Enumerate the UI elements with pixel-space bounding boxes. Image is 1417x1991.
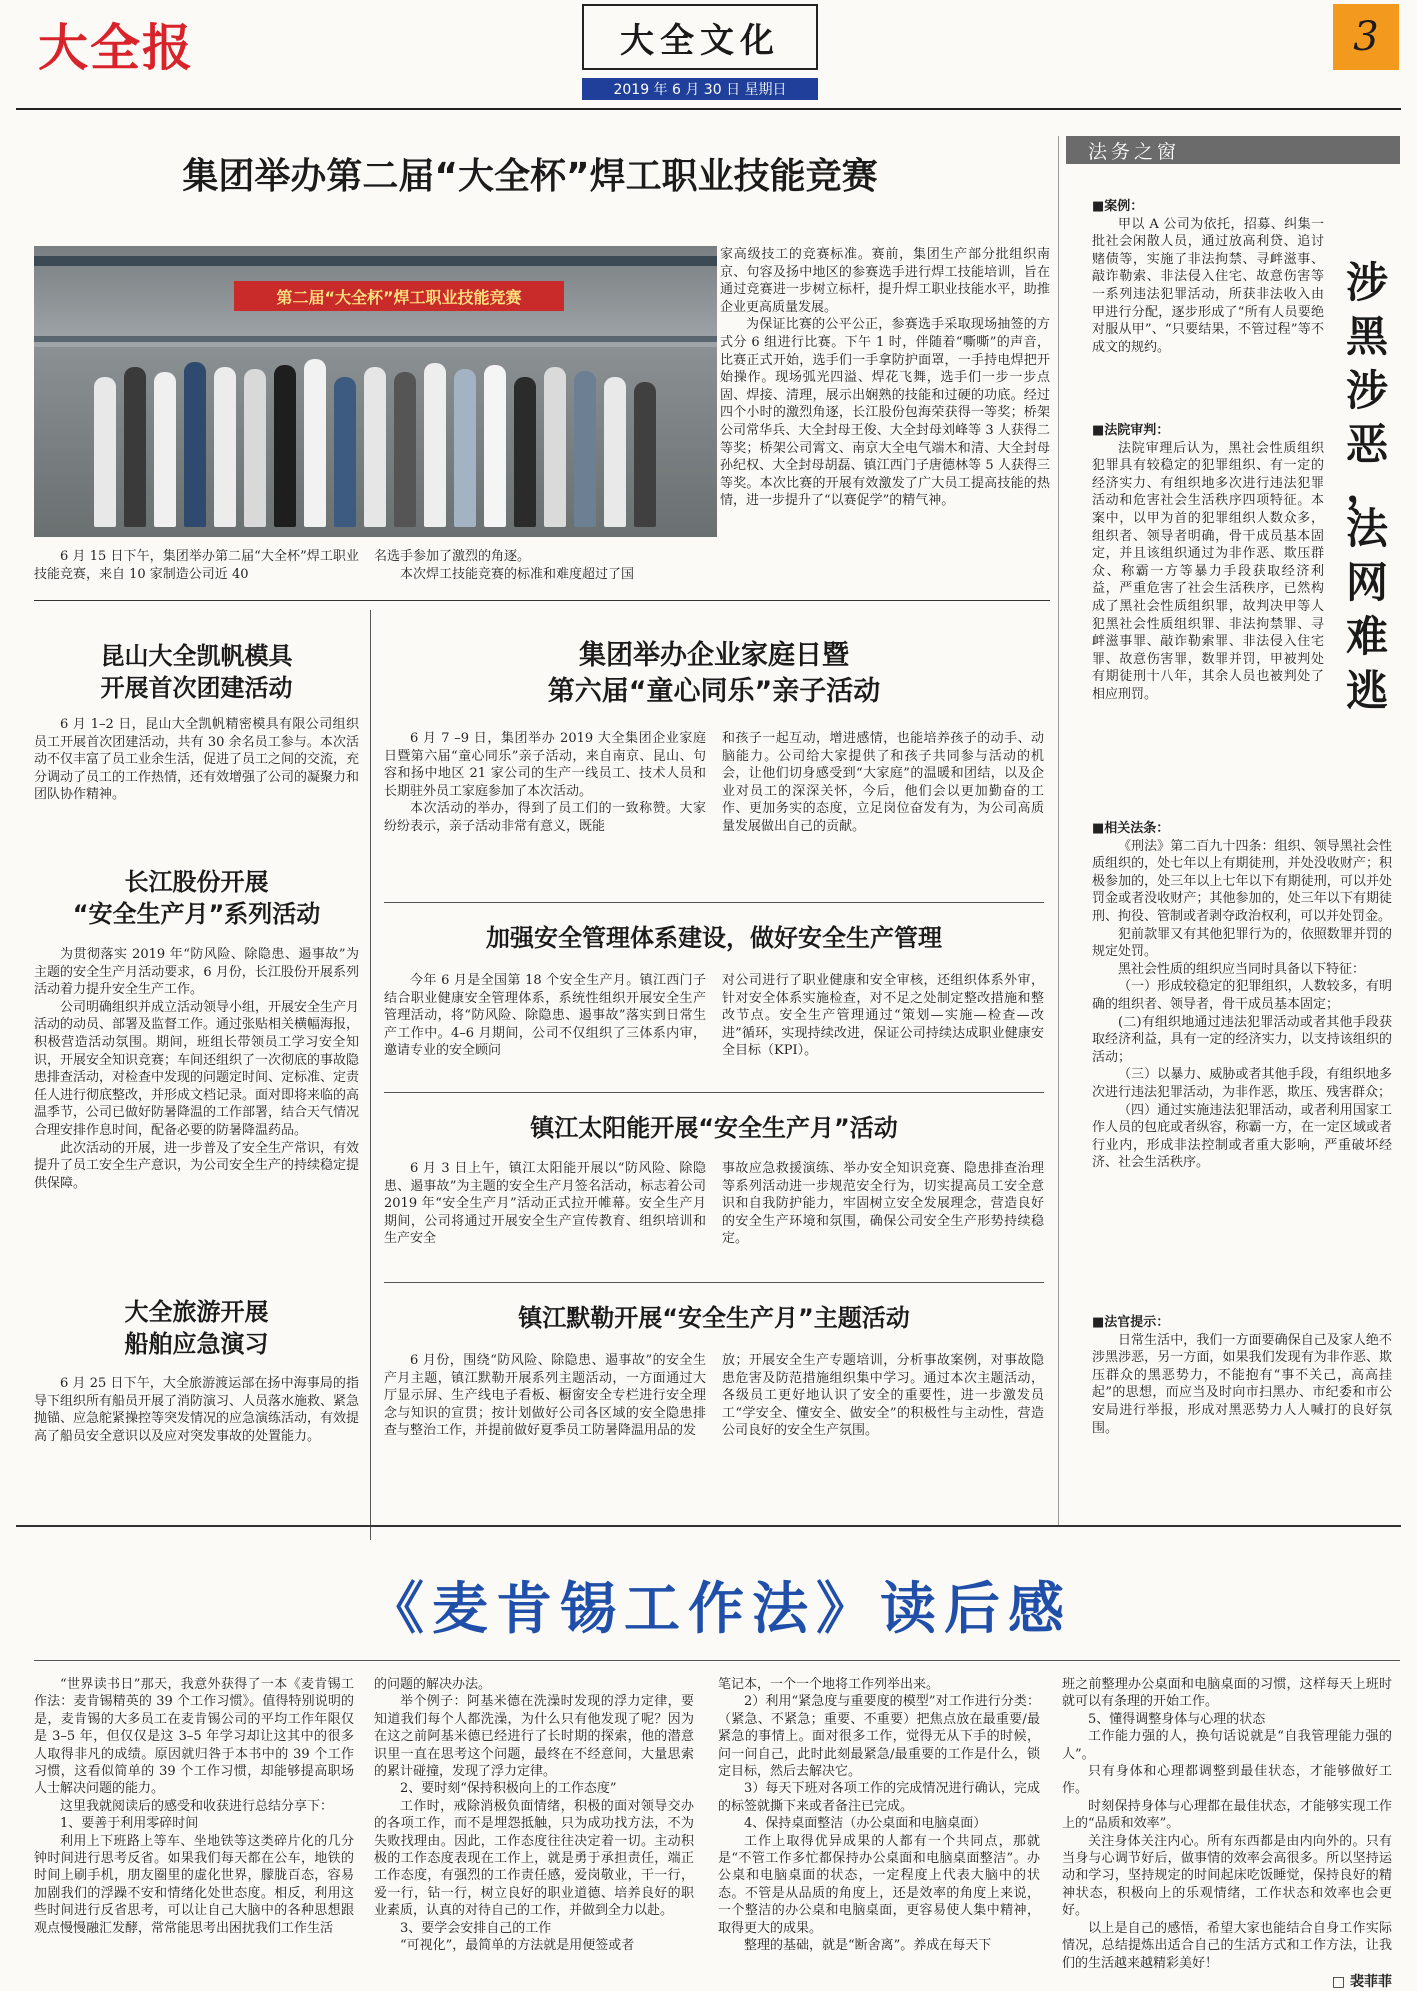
tip-label: ■法官提示： bbox=[1092, 1315, 1170, 1330]
section-title: 大全文化 bbox=[582, 4, 818, 70]
headline-family-day-line1: 集团举办企业家庭日暨 bbox=[579, 640, 849, 671]
divider-3 bbox=[384, 1092, 1044, 1093]
review-c3-p: 3）每天下班对各项工作的完成情况进行确认，完成的标签就撕下来或者备注已完成。 bbox=[718, 1781, 1040, 1814]
law-p3: 黑社会性质的组织应当同时具备以下特征： bbox=[1118, 961, 1366, 977]
a7-col1 bbox=[384, 1160, 706, 1248]
law-p5: (二)有组织地通过违法犯罪活动或者其他手段获取经济利益，具有一定的经济实力，以支持该组织的活动； bbox=[1092, 1014, 1392, 1065]
divider-review bbox=[34, 1660, 1400, 1661]
a4-body bbox=[34, 1375, 359, 1445]
sidebar-tip bbox=[1092, 1314, 1392, 1437]
a6-col2-text: 对公司进行了职业健康和安全审核，还组织体系外审，针对安全体系实施检查，对不足之处制定整改措施和整改节点。安全生产管理通过“策划—实施—检查—改进”循环，实现持续改进，保证公司持续达成职业健康安全目标（KPI）。 bbox=[722, 973, 1044, 1059]
welding-photo bbox=[34, 246, 717, 537]
review-c4-p: 时刻保持身体与心理都在最佳状态，才能够实现工作上的“品质和效率”。 bbox=[1062, 1798, 1392, 1832]
a8-col1-text: 6 月份，围绕“防风险、除隐患、遏事故”的安全生产月主题，镇江默勒开展系列主题活动，一方面通过大厅显示屏、生产线电子看板、橱窗安全专栏进行安全理念与知识的宣贯；按计划做好公司各区域的安全隐患排查与整治工作，并提前做好夏季员工防暑降温用品的发 bbox=[384, 1353, 706, 1439]
a1-col1-text: 6 月 15 日下午，集团举办第二届“大全杯”焊工职业技能竞赛，来自 10 家制造公司近 40 bbox=[34, 549, 359, 582]
headline-kunshan-line2: 开展首次团建活动 bbox=[100, 674, 293, 702]
a7-col2 bbox=[722, 1160, 1044, 1248]
a5-col2 bbox=[722, 730, 1044, 836]
headline-solar: 镇江太阳能开展“安全生产月”活动 bbox=[530, 1114, 898, 1142]
divider-2 bbox=[384, 902, 1044, 903]
a7-col2-text: 事故应急救援演练、举办安全知识竞赛、隐患排查治理等系列活动进一步规范安全行为，切实提高员工安全意识和自我防护能力，牢固树立安全发展理念，营造良好的安全生产环境和氛围，确保公司安全生产形势持续稳定。 bbox=[722, 1161, 1044, 1247]
sidebar-law bbox=[1092, 820, 1392, 1172]
a1-col2 bbox=[374, 548, 701, 583]
a1-col2b-text: 本次焊工技能竞赛的标准和难度超过了国 bbox=[400, 566, 635, 582]
sidebar-case bbox=[1092, 198, 1324, 356]
vertical-char: 涉 bbox=[1345, 366, 1388, 415]
review-c2-p: “可视化”，最简单的方法就是用便签或者 bbox=[400, 1938, 635, 1954]
headline-changjiang bbox=[34, 866, 359, 930]
law-p4: （一）形成较稳定的犯罪组织，人数较多，有明确的组织者、领导者，骨干成员基本固定； bbox=[1092, 979, 1392, 1012]
divider-1 bbox=[34, 600, 1050, 601]
trial-label: ■法院审判： bbox=[1092, 423, 1170, 438]
trial-body: 法院审理后认为，黑社会性质组织犯罪具有较稳定的犯罪组织、有一定的经济实力、有组织地多次进行违法犯罪活动和危害社会生活秩序四项特征。本案中，以甲为首的犯罪组织人数众多，组织者、领导者明确，骨干成员基本固定，并且该组织通过为非作恶、欺压群众、称霸一方等暴力手段获取经济利益，严重危害了社会生活秩序，已然构成了黑社会性质组织罪，故判决甲等人犯黑社会性质组织罪、非法拘禁罪、寻衅滋事罪、敲诈勒索罪、非法侵入住宅罪、故意伤害罪，数罪并罚，甲被判处有期徒刑十八年，其余人员也被判处了相应刑罚。 bbox=[1092, 440, 1324, 702]
vertical-char: 恶 bbox=[1345, 420, 1388, 469]
a1-col1 bbox=[34, 548, 359, 583]
a8-col2-text: 放；开展安全生产专题培训，分析事故案例，对事故隐患危害及防范措施组织集中学习。通过本次主题活动，各级员工更好地认识了安全的重要性，进一步激发员工“学安全、懂安全、做安全”的积极性与主动性，营造公司良好的安全生产氛围。 bbox=[722, 1353, 1044, 1439]
headline-travel-line1: 大全旅游开展 bbox=[124, 1298, 269, 1326]
header-rule bbox=[16, 108, 1401, 110]
a3-p2: 公司明确组织并成立活动领导小组，开展安全生产月活动的动员、部署及监督工作。通过张贴相关横幅海报，积极营造活动氛围。期间，班组长带领员工学习安全知识，开展安全知识竞赛；车间还组织了一次彻底的事故隐患排查活动，对检查中发现的问题定时间、定标准、定责任人进行彻底整改，并形成文档记录。面对即将来临的高温季节，公司已做好防暑降温的工作部署，结合天气情况合理安排作息时间，配备必要的防暑降温药品。 bbox=[34, 999, 360, 1138]
law-p1: 《刑法》第二百九十四条：组织、领导黑社会性质组织的，处七年以上有期徒刑，并处没收财产；积极参加的，处三年以上七年以下有期徒刑，可以并处罚金或者没收财产；其他参加的，处三年以下有期徒刑、拘役、管制或者剥夺政治权利，可以并处罚金。 bbox=[1092, 838, 1392, 924]
a3-p1: 为贯彻落实 2019 年“防风险、除隐患、遏事故”为主题的安全生产月活动要求，6 月份，长江股份开展系列活动着力提升安全生产工作。 bbox=[34, 947, 359, 998]
a3-p3: 此次活动的开展，进一步普及了安全生产常识，有效提升了员工安全生产意识，为公司安全生产的持续稳定提供保障。 bbox=[34, 1140, 360, 1191]
a3-body bbox=[34, 946, 359, 1192]
review-c4-p: 关注身体关注内心。所有东西都是由内向外的。只有当身与心调节好后，做事情的效率会高很多。所以坚持运动和学习，坚持规定的时间起床吃饭睡觉，保持良好的精神状态，积极向上的乐观情绪，工作状态和效率也会更好。 bbox=[1062, 1833, 1392, 1919]
case-label: ■案例： bbox=[1092, 199, 1144, 214]
review-c2-p: 的问题的解决办法。 bbox=[374, 1677, 492, 1692]
tip-body: 日常生活中，我们一方面要确保自己及家人绝不涉黑涉恶，另一方面，如果我们发现有为非作恶、欺压群众的黑恶势力，不能抱有“事不关己，高高挂起”的思想，而应当及时向市扫黑办、市纪委和市公安局进行举报，形成对黑恶势力人人喊打的良好氛围。 bbox=[1092, 1332, 1392, 1436]
law-p6: （三）以暴力、威胁或者其他手段，有组织地多次进行违法犯罪活动，为非作恶，欺压、残害群众； bbox=[1092, 1067, 1392, 1100]
review-c2-p: 工作时，戒除消极负面情绪，积极的面对领导交办的各项工作，而不是埋怨抵触，只为成功找方法，不为失败找理由。因此，工作态度往往决定着一切。主动积极的工作态度表现在工作上，就是勇于承担责任，端正工作态度，有强烈的工作责任感，爱岗敬业，干一行，爱一行，钻一行，树立良好的职业道德、培养良好的职业素质，认真的对待自己的工作，并做到全力以赴。 bbox=[374, 1798, 694, 1919]
review-c4-p: 工作能力强的人，换句话说就是“自我管理能力强的人”。 bbox=[1062, 1729, 1392, 1762]
a1-col3b-text: 为保证比赛的公平公正，参赛选手采取现场抽签的方式分 6 组进行比赛。下午 1 时，伴随着“嘶嘶”的声音，比赛正式开始，选手们一手拿防护面罩，一手持电焊把开始操作。现场弧光四溢、焊花飞舞，选手们一步一步点固、焊接、清理，展示出娴熟的技能和过硬的功底。经过四个小时的激烈角逐，长江股份包海荣获得一等奖；桥架公司常华兵、大全封母王俊、大全封母刘峰等 3 人获得二等奖；桥架公司霄文、南京大全电气端木和清、大全封母孙纪权、大全封母胡磊、镇江西门子唐德林等 5 人获得三等奖。本次比赛的开展有效激发了广大员工提高技能的热情，进一步提升了“以赛促学”的精气神。 bbox=[720, 317, 1050, 509]
law-p2: 犯前款罪又有其他犯罪行为的，依照数罪并罚的规定处罚。 bbox=[1092, 926, 1392, 960]
review-c1-p: 这里我就阅读后的感受和收获进行总结分享下： bbox=[60, 1798, 334, 1814]
headline-kunshan-line1: 昆山大全凯帆模具 bbox=[100, 642, 293, 670]
a2-body bbox=[34, 716, 359, 804]
a8-col2 bbox=[722, 1352, 1044, 1440]
law-p7: （四）通过实施违法犯罪活动，或者利用国家工作人员的包庇或者纵容，称霸一方，在一定区域或者行业内，形成非法控制或者重大影响，严重破坏经济、社会生活秩序。 bbox=[1092, 1102, 1392, 1171]
headline-family-day-line2: 第六届“童心同乐”亲子活动 bbox=[547, 676, 881, 707]
review-c3-p: 笔记本，一个一个地将工作列举出来。 bbox=[718, 1677, 940, 1692]
review-c4-p: 以上是自己的感悟，希望大家也能结合自身工作实际情况，总结提炼出适合自己的生活方式和工作方法，让我们的生活越来越精彩美好！ bbox=[1062, 1920, 1392, 1971]
headline-changjiang-line2: “安全生产月”系列活动 bbox=[72, 900, 321, 928]
a6-col1-text: 今年 6 月是全国第 18 个安全生产月。镇江西门子结合职业健康安全管理体系，系统性组织开展安全生产管理活动，将“防风险、除隐患、遏事故”落实到日常生产工作中。4–6 月期间，公司不仅组织了三体系内审，邀请专业的安全顾问 bbox=[384, 973, 706, 1059]
vertical-char: 黑 bbox=[1345, 312, 1388, 361]
headline-welding: 集团举办第二届“大全杯”焊工职业技能竞赛 bbox=[182, 156, 878, 197]
a5-col1 bbox=[384, 730, 706, 836]
page-number: 3 bbox=[1333, 4, 1399, 70]
vertical-char: 法 bbox=[1345, 504, 1388, 553]
review-c3-p: 2）利用“紧急度与重要度的模型”对工作进行分类：（紧急、不紧急；重要、不重要）把焦点放在最重要/最紧急的事情上。面对很多工作，觉得无从下手的时候，问一问自己，此时此刻最紧急/最重要的工作是什么，锁定目标，然后去解决它。 bbox=[718, 1694, 1040, 1780]
headline-moeller: 镇江默勒开展“安全生产月”主题活动 bbox=[518, 1304, 910, 1332]
review-c3-p: 4、保持桌面整洁（办公桌面和电脑桌面） bbox=[744, 1816, 987, 1832]
a4-body-text: 6 月 25 日下午，大全旅游渡运部在扬中海事局的指导下组织所有船员开展了消防演习、人员落水施救、紧急抛锚、应急舵紧操控等突发情况的应急演练活动，有效提高了船员安全意识以及应对突发事故的处置能力。 bbox=[34, 1376, 360, 1444]
a1-col2-text: 名选手参加了激烈的角逐。 bbox=[374, 549, 531, 564]
review-c4-p: 只有身体和心理都调整到最佳状态，才能够做好工作。 bbox=[1062, 1764, 1392, 1797]
headline-mckinsey: 《麦肯锡工作法》读后感 bbox=[368, 1577, 1072, 1642]
headline-family-day bbox=[384, 638, 1044, 710]
headline-travel-line2: 船舶应急演习 bbox=[124, 1330, 269, 1358]
review-c2-p: 3、要学会安排自己的工作 bbox=[400, 1920, 552, 1936]
review-author: □ 裴菲菲 bbox=[1331, 1973, 1392, 1990]
vertical-char: 逃 bbox=[1345, 666, 1388, 715]
sidebar-trial bbox=[1092, 422, 1324, 704]
vertical-char: ， bbox=[1345, 462, 1388, 511]
sidebar-title: 法务之窗 bbox=[1066, 136, 1400, 164]
case-body: 甲以 A 公司为依托，招募、纠集一批社会闲散人员，通过放高利贷、追讨赌债等，实施了非法拘禁、寻衅滋事、敲诈勒索、非法侵入住宅、故意伤害等一系列违法犯罪活动，所获非法收入由甲进行分配，逐步形成了“所有人员要绝对服从甲”、“只要结果，不管过程”等不成文的规约。 bbox=[1092, 216, 1324, 355]
headline-travel bbox=[34, 1296, 359, 1360]
vertical-char: 难 bbox=[1345, 612, 1388, 661]
vertical-char: 涉 bbox=[1345, 258, 1388, 307]
review-c2-p: 2、要时刻“保持积极向上的工作态度” bbox=[400, 1781, 617, 1797]
review-c1-p: 1、要善于利用零碎时间 bbox=[60, 1816, 199, 1832]
a2-body-text: 6 月 1–2 日，昆山大全凯帆精密模具有限公司组织员工开展首次团建活动，共有 30 余名员工参与。本次活动不仅丰富了员工业余生活，促进了员工之间的交流，充分调动了员工的工作热情，还有效增强了公司的凝聚力和团队协作精神。 bbox=[34, 717, 360, 803]
review-col2 bbox=[374, 1676, 694, 1955]
a6-col2 bbox=[722, 972, 1044, 1060]
a6-col1 bbox=[384, 972, 706, 1060]
review-c3-p: 整理的基础，就是“断舍离”。养成在每天下 bbox=[744, 1938, 992, 1954]
a8-col1 bbox=[384, 1352, 706, 1440]
divider-4 bbox=[384, 1282, 1044, 1283]
a5-col1b-text: 本次活动的举办，得到了员工们的一致称赞。大家纷纷表示，亲子活动非常有意义，既能 bbox=[384, 801, 706, 834]
review-c3-p: 工作上取得优异成果的人都有一个共同点，那就是“不管工作多忙都保持办公桌面和电脑桌面整洁”。办公桌和电脑桌面的状态，一定程度上代表大脑中的状态。不管是从品质的角度上，还是效率的角度上来说，一个整洁的办公桌和电脑桌面，更容易使人集中精神，取得更大的成果。 bbox=[718, 1833, 1040, 1936]
a5-col1-text: 6 月 7 –9 日，集团举办 2019 大全集团企业家庭日暨第六届“童心同乐”亲子活动，来自南京、昆山、句容和扬中地区 21 家公司的生产一线员工、技术人员和长期驻外员工家庭参加了本次活动。 bbox=[384, 731, 706, 799]
column-divider bbox=[370, 610, 371, 1540]
masthead-logo: 大全报 bbox=[38, 18, 194, 77]
headline-siemens: 加强安全管理体系建设，做好安全生产管理 bbox=[486, 924, 942, 952]
sidebar-vertical-title bbox=[1344, 256, 1390, 718]
a1-col3-text: 家高级技工的竞赛标准。赛前，集团生产部分批组织南京、句容及扬中地区的参赛选手进行焊工技能培训，旨在通过竞赛进一步树立标杆，提升焊工职业技能水平，助推企业更高质量发展。 bbox=[720, 247, 1050, 315]
review-c4-p: 班之前整理办公桌面和电脑桌面的习惯，这样每天上班时就可以有条理的开始工作。 bbox=[1062, 1677, 1392, 1710]
review-col3 bbox=[718, 1676, 1040, 1955]
law-label: ■相关法条： bbox=[1092, 821, 1170, 836]
review-col1 bbox=[34, 1676, 354, 1937]
headline-changjiang-line1: 长江股份开展 bbox=[124, 868, 269, 896]
review-c4-p: 5、懂得调整身体与心理的状态 bbox=[1088, 1711, 1266, 1727]
review-c2-p: 举个例子：阿基米德在洗澡时发现的浮力定律，要知道我们每个人都洗澡，为什么只有他发现了呢？因为在这之前阿基米德已经进行了长时期的探索，他的潜意识里一直在思考这个问题，最终在不经意间，大量思索的累计碰撞，发现了浮力定律。 bbox=[374, 1694, 694, 1780]
a7-col1-text: 6 月 3 日上午，镇江太阳能开展以“防风险、除隐患、遏事故”为主题的安全生产月签名活动，标志着公司 2019 年“安全生产月”活动正式拉开帷幕。安全生产月期间，公司将通过开展安全生产宣传教育、组织培训和生产安全 bbox=[384, 1161, 706, 1247]
a5-col2-text: 和孩子一起互动，增进感情，也能培养孩子的动手、动脑能力。公司给大家提供了和孩子共同参与活动的机会，让他们切身感受到“大家庭”的温暖和团结，以及企业对员工的深深关怀，今后，他们会以更加勤奋的工作、更加务实的态度，立足岗位奋发有为，为公司高质量发展做出自己的贡献。 bbox=[722, 731, 1044, 834]
a1-col3 bbox=[720, 246, 1050, 510]
sidebar-divider bbox=[1058, 136, 1059, 1526]
divider-bottom bbox=[16, 1525, 1401, 1527]
photo-banner: 第二届“大全杯”焊工职业技能竞赛 bbox=[234, 281, 564, 311]
issue-date: 2019 年 6 月 30 日 星期日 bbox=[582, 78, 818, 100]
vertical-char: 网 bbox=[1345, 558, 1388, 607]
review-c1-p: “世界读书日”那天，我意外获得了一本《麦肯锡工作法：麦肯锡精英的 39 个工作习惯》。值得特别说明的是，麦肯锡的大多员工在麦肯锡公司的平均工作年限仅是 3–5 年，但仅仅是这 3–5 年学习却让这其中的很多人取得非凡的成绩。原因就归咎于本书中的 39 个工作习惯，这看似简单的 39 个工作习惯，却能够提高职场人士解决问题的能力。 bbox=[34, 1677, 354, 1797]
review-c1-p: 利用上下班路上等车、坐地铁等这类碎片化的几分钟时间进行思考反省。如果我们每天都在公车，地铁的时间上刷手机，朋友圈里的虚化世界，朦胧百态，容易加剧我们的浮躁不安和情绪化处世态度。相反，利用这些时间进行反省思考，可以让自己大脑中的各种思想跟观点慢慢融汇发酵，常常能思考出困扰我们工作生活 bbox=[34, 1833, 354, 1936]
headline-kunshan bbox=[34, 640, 359, 704]
review-col4 bbox=[1062, 1676, 1392, 1991]
